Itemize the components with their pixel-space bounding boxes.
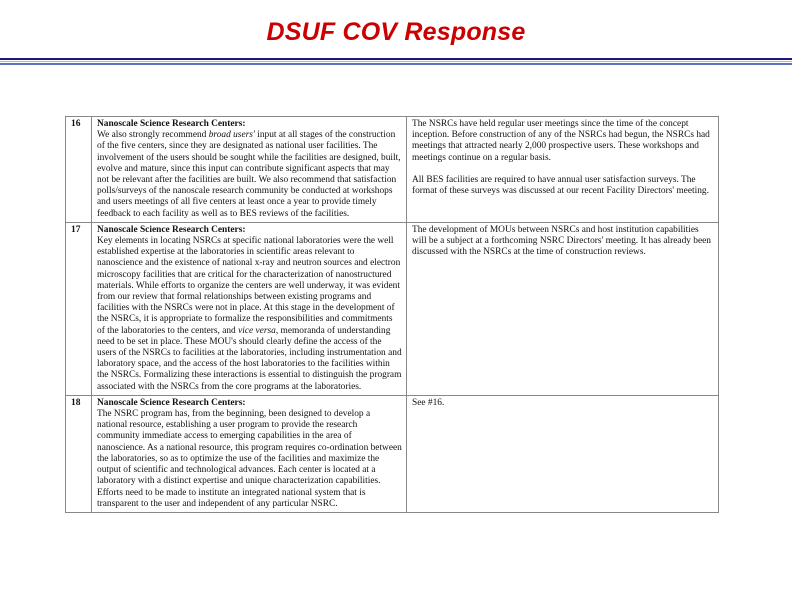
response-cell xyxy=(407,222,719,395)
recommendation-cell xyxy=(92,395,407,512)
row-number: 18 xyxy=(66,395,92,512)
title-rule-navy xyxy=(0,58,792,60)
table-row xyxy=(66,222,719,395)
row-number: 17 xyxy=(66,222,92,395)
recommendation-cell xyxy=(92,117,407,223)
response-text: See #16. xyxy=(412,397,445,408)
recommendation-text: The NSRC program has, from the beginning, been designed to develop a national resource, establishing a user program to provide the research community immediate access to emerging capabilities in the area of nanoscience. As a national resource, this program requires co-ordination between the laboratories, so as to optimize the use of the facilities and maximize the output of scientific and technological advances. Each center is located at a laboratory with a distinct expertise and unique characterization capabilities. Efforts need to be made to institute an integrated national system that is transparent to the user and independent of any particular NSRC. xyxy=(97,409,402,509)
recommendation-heading: Nanoscale Science Research Centers: xyxy=(97,224,246,235)
slide-title: DSUF COV Response xyxy=(266,18,526,46)
response-text: The NSRCs have held regular user meetings since the time of the concept inception. Before construction of any of the NSRCs had begun, the NSRCs had meetings that attracted nearly 2,000 prospective users. These workshops and meetings continue on a regular basis. xyxy=(412,119,710,163)
response-text: All BES facilities are required to have annual user satisfaction surveys. The format of these surveys was discussed at our recent Facility Directors' meeting. xyxy=(412,174,709,197)
recommendation-text: Key elements in locating NSRCs at specific national laboratories were the well established expertise at the laboratories in scientific areas relevant to nanoscience and the existence of national x-ray and neutron sources and electron microscopy facilities that are critical for the characterization of nanostructured materials. While efforts to organize the centers are well underway, it was evident from our review that formal relationships between existing programs and facilities with the NSRCs were not in place. At this stage in the development of the NSRCs, it is appropriate to formalize the responsibilities and commitments of the laboratories to the centers, and vice versa, memoranda of understanding need to be set in place. These MOU's should clearly define the access of the users of the NSRCs to facilities at the laboratories, including instrumentation and laboratory space, and the access of the host laboratories to the facilities within the NSRCs. Formalizing these interactions is essential to distinguish the program associated with the NSRCs from the core programs at the laboratories. xyxy=(97,236,402,392)
title-rule-gold xyxy=(0,61,792,62)
table-row xyxy=(66,117,719,223)
response-text: The development of MOUs between NSRCs and host institution capabilities will be a subject at a forthcoming NSRC Directors' meeting. It has already been discussed with the NSRCs at the time of construction reviews. xyxy=(412,224,711,258)
recommendation-heading: Nanoscale Science Research Centers: xyxy=(97,119,246,129)
recommendations-table xyxy=(65,116,719,513)
response-cell xyxy=(407,117,719,223)
row-number: 16 xyxy=(66,117,92,223)
title-rule-blue xyxy=(0,63,792,65)
table-row xyxy=(66,395,719,512)
recommendation-cell xyxy=(92,222,407,395)
response-cell xyxy=(407,395,719,512)
recommendation-text: We also strongly recommend broad users' input at all stages of the construction of the five centers, since they are designated as national user facilities. The involvement of the users should be sought while the facilities are designed, built, evolve and mature, since this input can contribute significant aspects that may not be relevant after the facilities are built. We also recommend that satisfaction polls/surveys of the nanoscale research community be conducted at workshops and users meetings of all five centers at least once a year to provide timely feedback to each facility as well as to BES reviews of the facilities. xyxy=(97,130,401,219)
recommendation-heading: Nanoscale Science Research Centers: xyxy=(97,397,246,408)
